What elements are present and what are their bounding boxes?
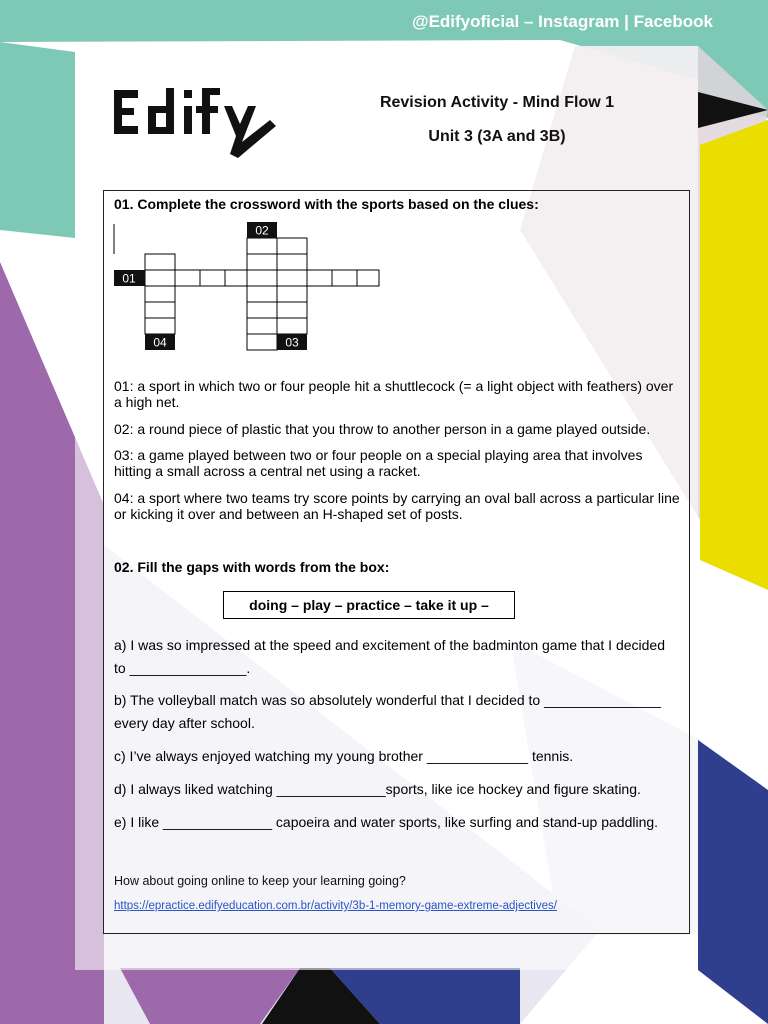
gap-text: sports, like ice hockey and figure skating. xyxy=(385,781,641,797)
clue-01: 01: a sport in which two or four people hit a shuttlecock (= a light object with feathers) over a high net. xyxy=(114,378,674,410)
crossword-cell[interactable] xyxy=(175,270,200,286)
crossword-cell[interactable] xyxy=(277,286,307,302)
crossword-cell[interactable] xyxy=(277,254,307,270)
word-box: doing – play – practice – take it up – xyxy=(223,591,515,619)
crossword-cell[interactable] xyxy=(145,254,175,270)
gap-blank[interactable]: _______________ xyxy=(544,692,661,708)
gap-text: c) I’ve always enjoyed watching my young brother xyxy=(114,748,427,764)
online-prompt: How about going online to keep your learning going? xyxy=(114,874,406,888)
crossword-cell[interactable] xyxy=(145,302,175,318)
gap-item-c xyxy=(114,745,680,768)
gap-text: b) The volleyball match was so absolutely wonderful that I decided to xyxy=(114,692,545,708)
crossword-grid xyxy=(104,191,689,361)
edify-logo xyxy=(112,84,284,168)
gap-text: every day after school. xyxy=(114,715,255,731)
crossword-cell[interactable] xyxy=(307,270,332,286)
teal-block-left xyxy=(0,42,75,238)
gap-blank[interactable]: ______________ xyxy=(276,781,386,797)
crossword-cell[interactable] xyxy=(145,318,175,334)
crossword-cell[interactable] xyxy=(332,270,357,286)
crossword-cell[interactable] xyxy=(225,270,250,286)
clue-03: 03: a game played between two or four people on a special playing area that involves hitting a small across a central net using a racket. xyxy=(114,447,643,479)
clue-number-03: 03 xyxy=(285,335,299,350)
crossword-cell[interactable] xyxy=(247,254,277,270)
crossword-cell[interactable] xyxy=(145,270,175,286)
gap-text: a) I was so impressed at the speed and excitement of the badminton game that I decided to xyxy=(114,637,665,676)
gap-item-b xyxy=(114,689,680,735)
exercise2-heading: 02. Fill the gaps with words from the box: xyxy=(114,559,390,575)
gap-text: e) I like xyxy=(114,814,164,830)
gap-item-a xyxy=(114,634,680,680)
worksheet xyxy=(103,190,690,934)
gap-text: tennis. xyxy=(528,748,574,764)
exercise1-heading: 01. Complete the crossword with the sports based on the clues: xyxy=(114,196,539,212)
crossword-cell[interactable] xyxy=(247,270,277,286)
crossword-cell[interactable] xyxy=(247,318,277,334)
gap-item-e xyxy=(114,811,680,834)
crossword-cell[interactable] xyxy=(277,302,307,318)
clue-number-01: 01 xyxy=(122,271,136,286)
gap-text: . xyxy=(246,660,251,676)
clue-02: 02: a round piece of plastic that you throw to another person in a game played outside. xyxy=(114,421,651,437)
yellow-shape xyxy=(700,120,768,590)
crossword-cell[interactable] xyxy=(247,286,277,302)
epractice-link[interactable]: https://epractice.edifyeducation.com.br/activity/3b-1-memory-game-extreme-adjectives/ xyxy=(114,900,557,912)
clue-number-04: 04 xyxy=(153,335,167,350)
gap-blank[interactable]: _____________ xyxy=(426,748,529,764)
crossword-cell[interactable] xyxy=(277,270,307,286)
gap-blank[interactable]: _______________ xyxy=(129,660,247,676)
social-handle: @Edifyoficial – Instagram | Facebook xyxy=(412,12,713,31)
activity-title: Revision Activity - Mind Flow 1 xyxy=(379,94,615,111)
navy-shape-right xyxy=(698,740,768,1024)
crossword-cell[interactable] xyxy=(277,238,307,254)
crossword-cell[interactable] xyxy=(357,270,379,286)
crossword-cell[interactable] xyxy=(247,238,277,254)
clue-04: 04: a sport where two teams try score points by carrying an oval ball across a particular line or kicking it over and between an H-shaped set of posts. xyxy=(114,490,680,522)
crossword-cell[interactable] xyxy=(247,334,277,350)
crossword-cell[interactable] xyxy=(277,318,307,334)
clue-number-02: 02 xyxy=(255,223,269,238)
gap-text: d) I always liked watching xyxy=(114,781,277,797)
gap-text: capoeira and water sports, like surfing and stand-up paddling. xyxy=(272,814,659,830)
unit-subtitle: Unit 3 (3A and 3B) xyxy=(428,128,566,145)
crossword-cell[interactable] xyxy=(145,286,175,302)
gap-item-d xyxy=(114,778,680,801)
crossword-cell[interactable] xyxy=(200,270,225,286)
crossword-cell[interactable] xyxy=(247,302,277,318)
gap-blank[interactable]: ______________ xyxy=(163,814,273,830)
